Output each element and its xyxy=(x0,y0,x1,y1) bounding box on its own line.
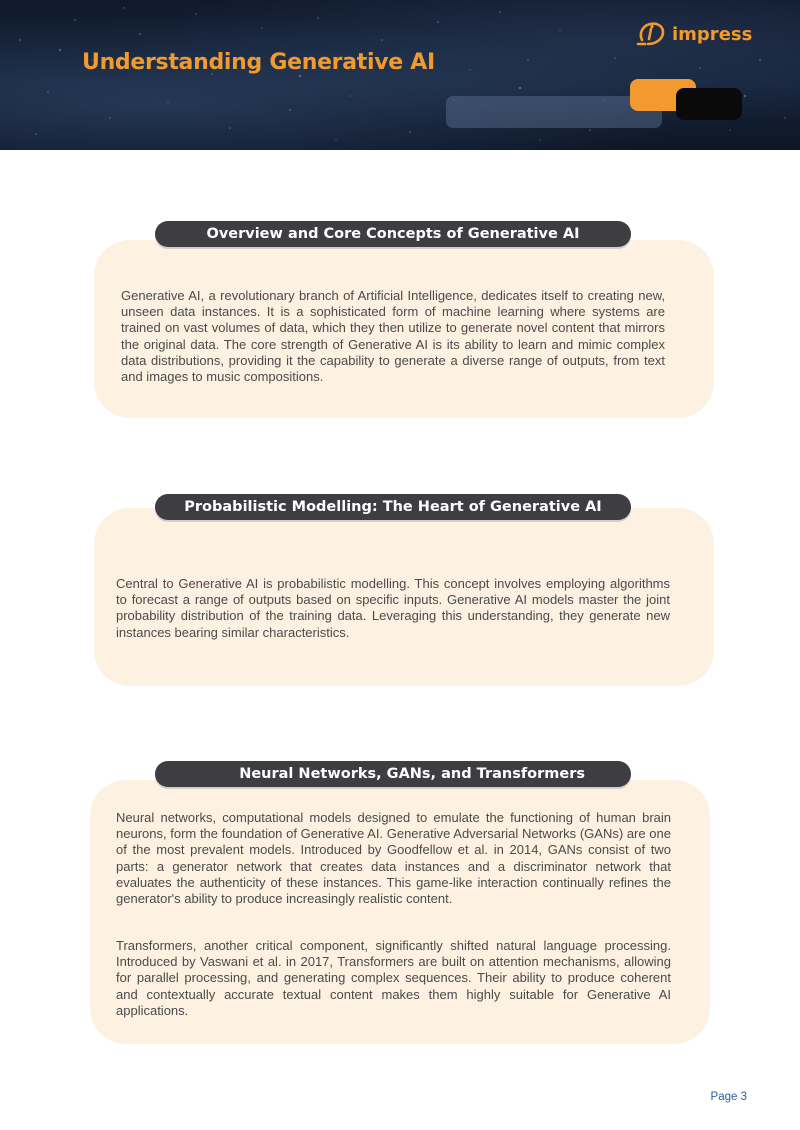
section-paragraph: Neural networks, computational models designed to emulate the functioning of human brain neurons, form the foundation of Generative AI. Generative Adversarial Networks (GANs) are one of the most prevalent models. Introduced by Goodfellow et al. in 2014, GANs consist of two parts: a generator network that creates data instances and a discriminator network that evaluates the authenticity of these instances. This game-like interaction continually refines the generator's ability to produce increasingly realistic content. xyxy=(116,810,671,907)
header-banner xyxy=(0,0,800,150)
section-heading-overview: Overview and Core Concepts of Generative AI xyxy=(155,221,631,247)
section-paragraph: Generative AI, a revolutionary branch of Artificial Intelligence, dedicates itself to creating new, unseen data instances. It is a sophisticated form of machine learning where systems are trained on vast volumes of data, which they then utilize to generate novel content that mirrors the original data. The core strength of Generative AI is its ability to learn and mimic complex data distributions, providing it the capability to generate a diverse range of outputs, from text and images to music compositions. xyxy=(121,288,665,385)
section-card-neural-networks xyxy=(90,780,710,1044)
decorative-black-block xyxy=(676,88,742,120)
section-paragraph: Central to Generative AI is probabilistic modelling. This concept involves employing algorithms to forecast a range of outputs based on specific inputs. Generative AI models master the joint probability distribution of the training data. Leveraging this understanding, they generate new instances bearing similar characteristics. xyxy=(116,576,670,640)
page-number: Page 3 xyxy=(710,1091,747,1103)
section-card-probabilistic xyxy=(94,508,714,686)
logo-text: impress xyxy=(672,23,753,45)
impress-logo-icon xyxy=(636,20,666,48)
section-heading-probabilistic: Probabilistic Modelling: The Heart of Generative AI xyxy=(155,494,631,520)
section-paragraph: Transformers, another critical component, significantly shifted natural language processing. Introduced by Vaswani et al. in 2017, Transformers are built on attention mechanisms, allowing for parallel processing, and generating complex sequences. Their ability to produce coherent and contextually accurate textual content makes them highly suitable for Generative AI applications. xyxy=(116,938,671,1018)
company-logo xyxy=(636,20,752,48)
page-title: Understanding Generative AI xyxy=(82,50,435,75)
section-heading-neural-networks: Neural Networks, GANs, and Transformers xyxy=(155,761,631,787)
section-card-overview xyxy=(94,240,714,418)
